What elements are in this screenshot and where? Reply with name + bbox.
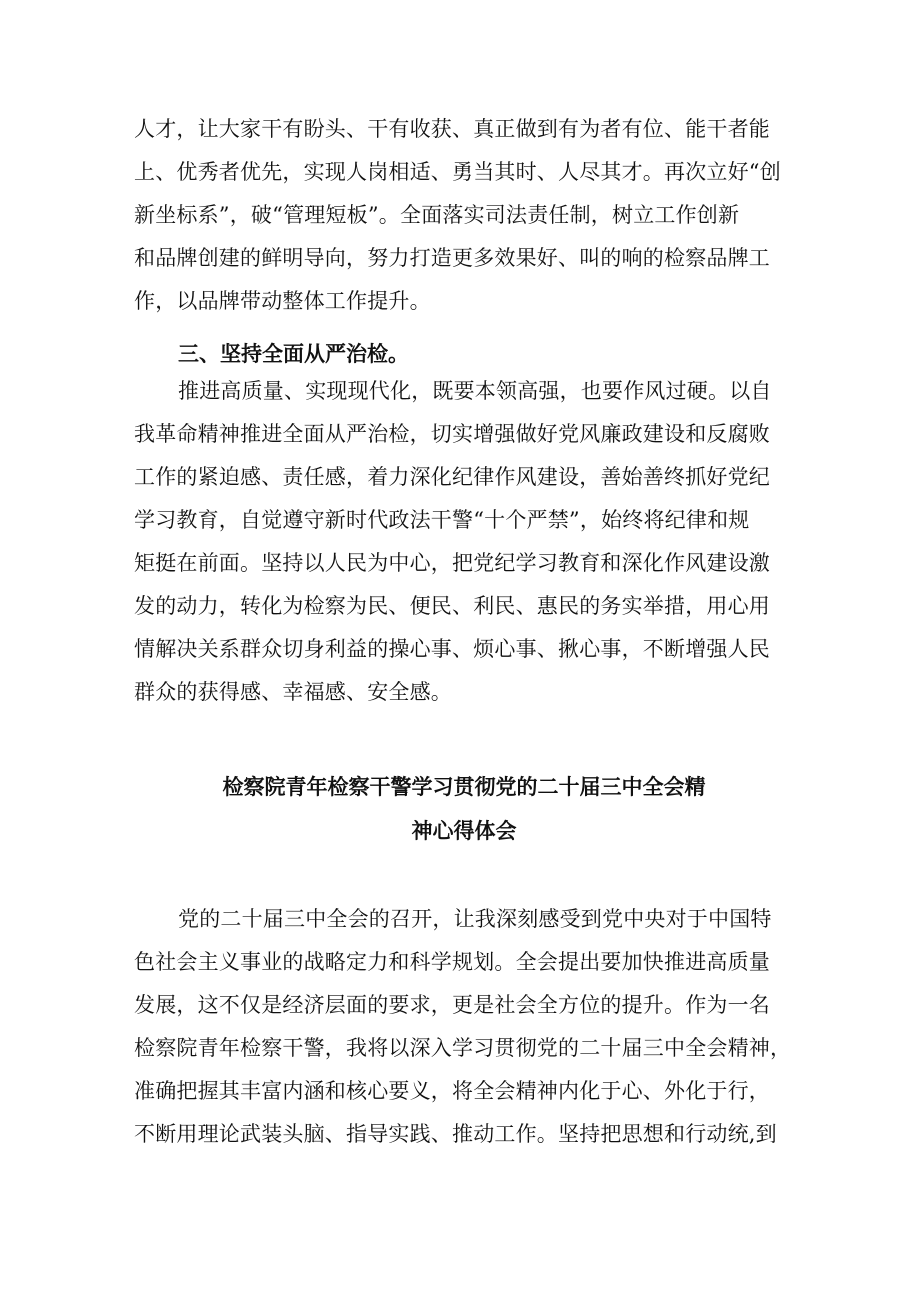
text-line: 作，以品牌带动整体工作提升。 (134, 289, 431, 313)
text-line: 发展，这不仅是经济层面的要求，更是社会全方位的提升。作为一名 (134, 993, 770, 1017)
text-line: 发的动力，转化为检察为民、便民、利民、惠民的务实举措，用心用 (134, 594, 770, 618)
paragraph-continued (134, 108, 794, 323)
text-line: 矩挺在前面。坚持以人民为中心，把党纪学习教育和深化作风建设激 (134, 551, 770, 575)
text-line: 准确把握其丰富内涵和核心要义，将全会精神内化于心、外化于行， (134, 1079, 770, 1103)
text-line: 检察院青年检察干警，我将以深入学习贯彻党的二十届三中全会精神， (134, 1036, 792, 1060)
text-line: 人才，让大家干有盼头、干有收获、真正做到有为者有位、能干者能 (134, 117, 770, 141)
text-line: 不断用理论武装头脑、指导实践、推动工作。坚持把思想和行动统,到 (134, 1122, 777, 1146)
article-title-line-2: 神心得体会 (411, 819, 517, 843)
text-line: 学习教育，自觉遵守新时代政法干警“十个严禁”，始终将纪律和规 (134, 508, 750, 532)
text-line: 新坐标系”，破“管理短板”。全面落实司法责任制，树立工作创新 (134, 203, 740, 227)
text-line: 党的二十届三中全会的召开，让我深刻感受到党中央对于中国特 (178, 907, 772, 931)
article-paragraph (134, 898, 794, 1156)
text-line: 我革命精神推进全面从严治检，切实增强做好党风廉政建设和反腐败 (134, 422, 770, 446)
section-heading: 三、坚持全面从严治检。 (178, 342, 409, 366)
text-line: 群众的获得感、幸福感、安全感。 (134, 680, 452, 704)
text-line: 推进高质量、实现现代化，既要本领高强，也要作风过硬。以自 (178, 379, 772, 403)
text-line: 工作的紧迫感、责任感，着力深化纪律作风建设，善始善终抓好党纪 (134, 465, 770, 489)
text-line: 和品牌创建的鲜明导向，努力打造更多效果好、叫的响的检察品牌工 (134, 246, 770, 270)
text-line: 色社会主义事业的战略定力和科学规划。全会提出要加快推进高质量 (134, 950, 770, 974)
paragraph-section-3 (134, 370, 794, 714)
text-line: 情解决关系群众切身利益的操心事、烦心事、揪心事，不断增强人民 (134, 637, 770, 661)
text-line: 上、优秀者优先，实现人岗相适、勇当其时、人尽其才。再次立好“创 (134, 160, 781, 184)
article-title-line-1: 检察院青年检察干警学习贯彻党的二十届三中全会精 (222, 775, 706, 799)
